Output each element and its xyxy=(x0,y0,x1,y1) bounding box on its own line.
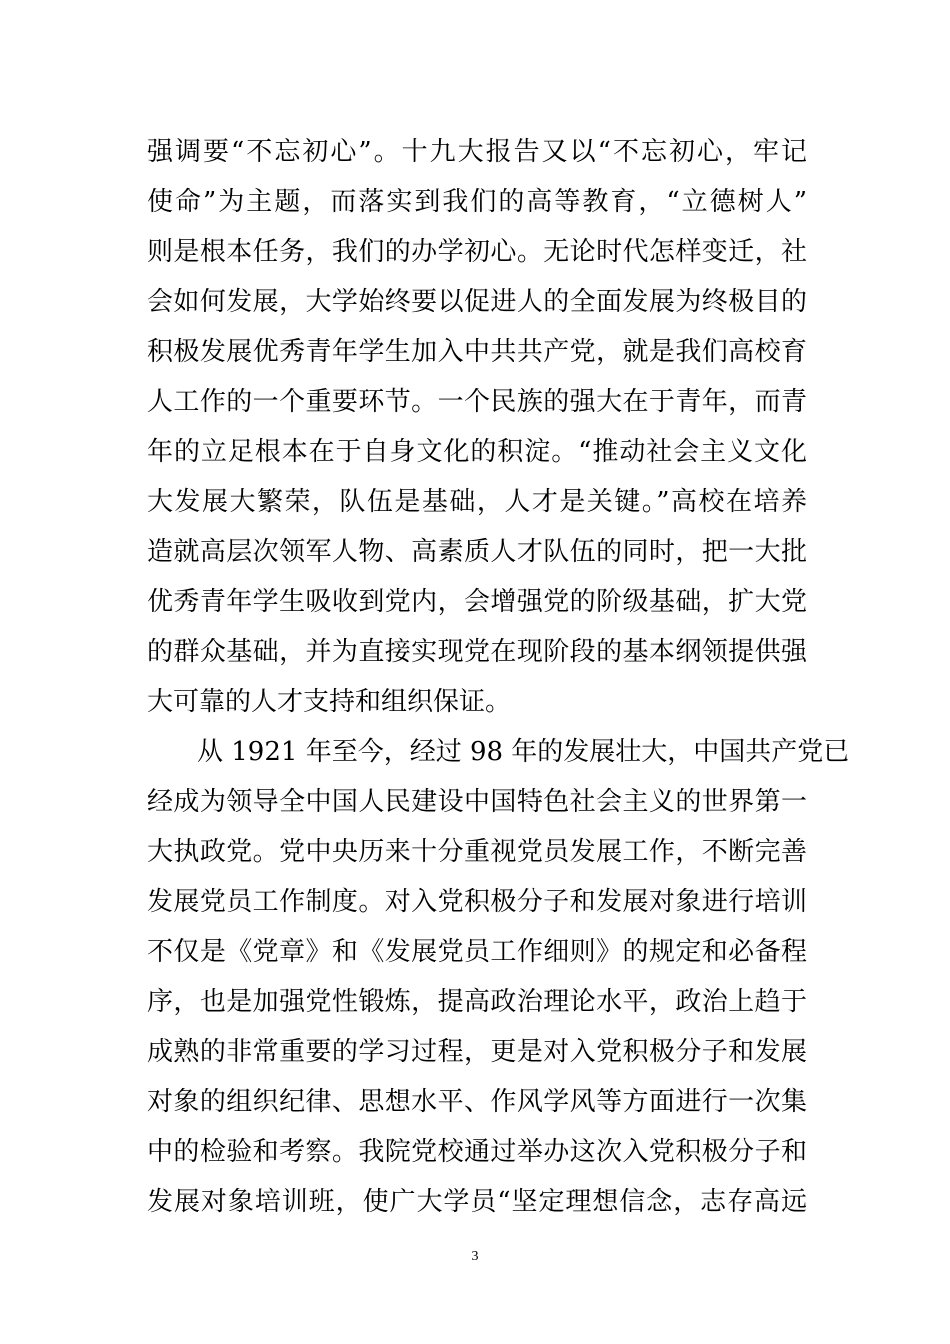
text-line: 大执政党。党中央历来十分重视党员发展工作，不断完善 xyxy=(147,837,807,867)
text-line: 从 1921 年至今，经过 98 年的发展壮大，中国共产党已 xyxy=(197,737,850,767)
text-line: 发展党员工作制度。对入党积极分子和发展对象进行培训 xyxy=(147,887,807,917)
text-line: 则是根本任务，我们的办学初心。无论时代怎样变迁，社 xyxy=(147,237,807,267)
text-line: 大可靠的人才支持和组织保证。 xyxy=(147,687,512,717)
text-line: 优秀青年学生吸收到党内，会增强党的阶级基础，扩大党 xyxy=(147,587,807,617)
text-line: 经成为领导全中国人民建设中国特色社会主义的世界第一 xyxy=(147,787,807,817)
text-line: 的群众基础，并为直接实现党在现阶段的基本纲领提供强 xyxy=(147,637,807,667)
text-line: 序，也是加强党性锻炼，提高政治理论水平，政治上趋于 xyxy=(147,987,807,1017)
page-number: 3 xyxy=(471,1249,479,1264)
text-line: 使命”为主题，而落实到我们的高等教育，“立德树人” xyxy=(147,187,807,217)
text-line: 强调要“不忘初心”。十九大报告又以“不忘初心，牢记 xyxy=(147,137,807,167)
text-line: 不仅是《党章》和《发展党员工作细则》的规定和必备程 xyxy=(147,937,807,967)
text-line: 会如何发展，大学始终要以促进人的全面发展为终极目的 xyxy=(147,287,807,317)
text-line: 造就高层次领军人物、高素质人才队伍的同时，把一大批 xyxy=(147,537,807,567)
text-line: 积极发展优秀青年学生加入中共共产党，就是我们高校育 xyxy=(147,337,807,367)
text-line: 大发展大繁荣，队伍是基础，人才是关键。”高校在培养 xyxy=(147,487,807,517)
text-line: 对象的组织纪律、思想水平、作风学风等方面进行一次集 xyxy=(147,1087,807,1117)
text-line: 成熟的非常重要的学习过程，更是对入党积极分子和发展 xyxy=(147,1037,807,1067)
text-line: 发展对象培训班，使广大学员“坚定理想信念，志存高远 xyxy=(147,1187,807,1217)
text-line: 中的检验和考察。我院党校通过举办这次入党积极分子和 xyxy=(147,1137,807,1167)
text-line: 年的立足根本在于自身文化的积淀。“推动社会主义文化 xyxy=(147,437,807,467)
text-line: 人工作的一个重要环节。一个民族的强大在于青年，而青 xyxy=(147,387,807,417)
